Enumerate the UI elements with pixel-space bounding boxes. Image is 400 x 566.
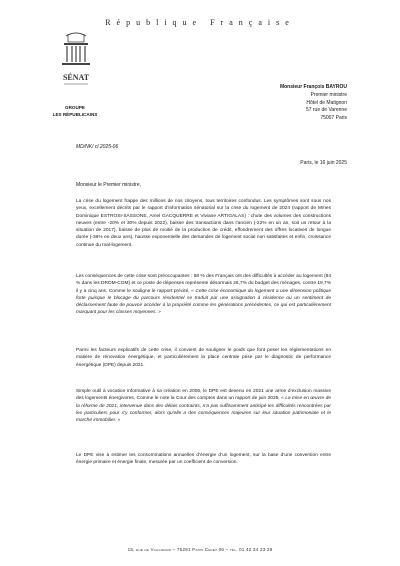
- paragraph-2: [76, 273, 331, 317]
- senat-logo: [58, 30, 94, 96]
- recipient-name: Monsieur François BAYROU: [279, 84, 347, 90]
- letter-date: Paris, le 16 juin 2025: [300, 160, 347, 166]
- recipient-address: [177, 84, 347, 123]
- paragraph-2-text: Les conséquences de cette crise sont préoccupantes : 58 % des Français ont des difficultés à accéder au logement (84 % dans les DROM-COM) et ce poste de dépenses représente désormais 26,7% du budget des ménages, contre 19,7% il y a cinq ans. Comme le souligne le rapport précité,: [76, 274, 331, 294]
- paragraph-1: La crise du logement frappe des millions de nos citoyens, tous territoires confondus. Les symptômes sont sous nos yeux, excellement décrits par le rapport d’information sénatorial sur la crise du logement de 2024 (rapport de Mmes Dominique ESTROSI-SASSONE, Amel GACQUERRE et Viviane ARTIGALAS) : chute des volumes des constructions neuves (entre -20% et 30% depuis 2022), baisse des transactions dans l’ancien (-22% en un an, soit un retour à la situation de 2017), baisse de plus de moitié de la production de crédit, effondrement des offres locatives de longue durée (-36% en deux ans), hausse exponentielle des demandes de logement social non satisfaites et enfin, croissance continue du mal-logement.: [76, 199, 331, 248]
- senat-logo-text: SÉNAT: [62, 73, 90, 82]
- paragraph-3: Parmi les facteurs explicatifs de cette crise, il convient de souligner le poids que font peser les réglementations en matière de rénovation énergétique, et particulièrement la place centrale prise par le diagnostic de performance énergétique (DPE) depuis 2021.: [76, 348, 331, 368]
- paragraph-5: Le DPE vise à estimer les consommations annuelles d’énergie d’un logement, sur la base d’une conversion entre énergie primaire et énergie finale, mesurée par un coefficient de conversion.: [76, 453, 331, 466]
- recipient-place: Hôtel de Matignon: [306, 99, 347, 106]
- group-label: [30, 104, 120, 118]
- paragraph-2-quote: « Cette crise économique du logement a une dimension politique forte puisque le blocage du parcours résidentiel se traduit par une assignation à résidence ou un sentiment de déclassement faute de pouvoir accéder à la propriété comme les générations précédentes, ce qui est particulièrement marquant pour les classes moyennes. »: [76, 288, 331, 316]
- paragraph-4-quote: « La mise en œuvre de la réforme de 2021, intervenue dans des délais contraints, n’a pas suffisamment anticipé les difficultés rencontrées par les particuliers pour s’y conformer, alors qu’elle a des conséquences majeures sur leur situation patrimoniale et le marché immobilier. »: [76, 396, 331, 424]
- salutation: Monsieur le Premier ministre,: [76, 182, 142, 188]
- recipient-street: 57 rue de Varenne: [305, 107, 347, 114]
- group-label-line2: LES RÉPUBLICAINS: [52, 112, 98, 117]
- recipient-title: Premier ministre: [310, 91, 347, 98]
- letter-reference: MD/NK/ cl 2025-06: [76, 144, 119, 150]
- recipient-city: 75007 Paris: [320, 115, 347, 122]
- footer-address: 15, rue de Vaugirard – 75291 Paris Cedex 06 – tél. 01 42 34 23 29: [127, 547, 273, 552]
- paragraph-4: [76, 388, 331, 424]
- group-label-line1: GROUPE: [65, 105, 85, 110]
- paragraph-4-text: Simple outil à vocation informative à sa création en 2006, le DPE est devenu en 2021 une arme d’exclusion massive des logements énergivores. Comme le note la Cour des comptes dans un rapport de juin 2025,: [76, 389, 331, 402]
- letterhead-title: République Française: [105, 18, 295, 27]
